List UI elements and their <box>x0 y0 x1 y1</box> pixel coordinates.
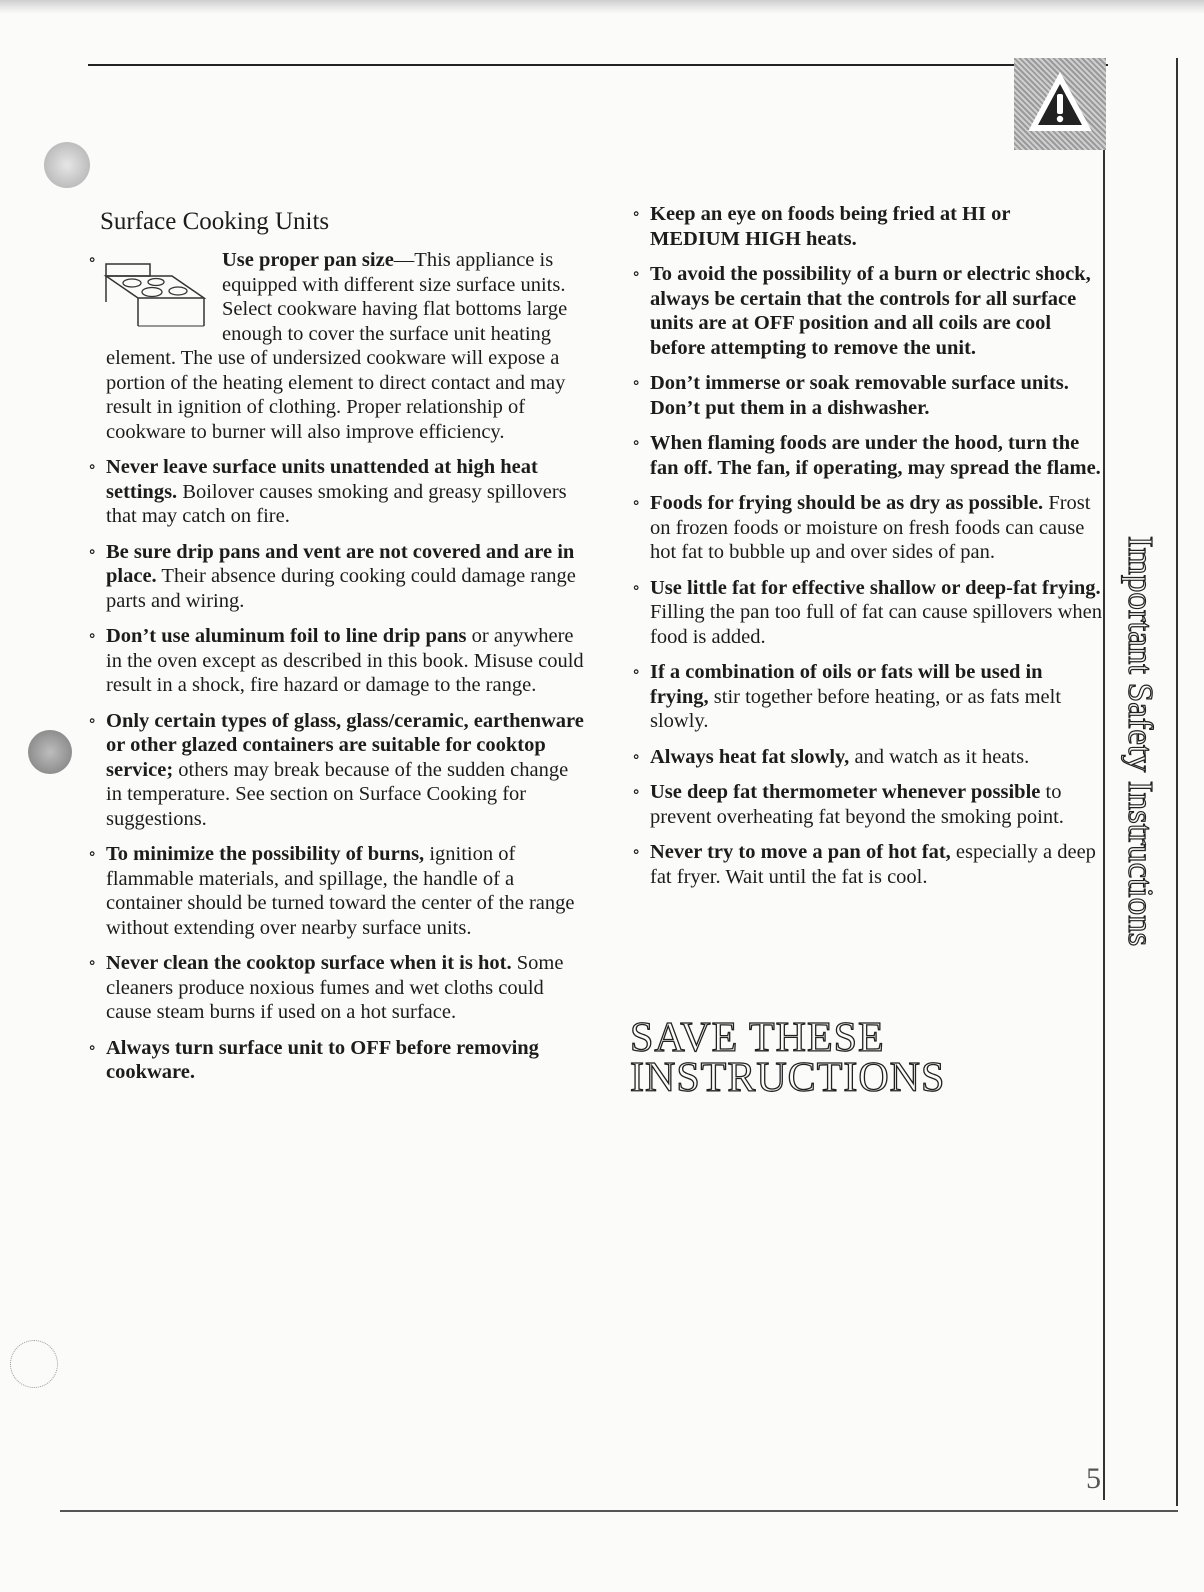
scan-top-strip <box>0 0 1204 14</box>
item-text: to prevent overheating fat beyond the smoking point. <box>650 781 1064 828</box>
list-item <box>84 455 584 529</box>
list-item <box>628 202 1104 251</box>
sidebar-tab <box>1110 536 1170 996</box>
item-lead: Don’t immerse or soak removable surface units. Don’t put them in a dishwasher. <box>650 372 1069 419</box>
range-illustration-icon <box>100 254 210 334</box>
item-text: and watch as it heats. <box>849 745 1030 768</box>
punch-hole <box>28 730 72 774</box>
list-item <box>628 745 1104 770</box>
item-lead: Only certain types of glass, glass/ceramic, earthenware or other glazed containers are suitable for cooktop service; <box>106 709 584 781</box>
bullet-icon: ∘ <box>88 626 97 645</box>
item-lead: Use little fat for effective shallow or deep-fat frying. <box>650 576 1101 599</box>
item-lead: Use deep fat thermometer whenever possible <box>650 781 1041 803</box>
header-rule <box>88 64 1108 66</box>
bullet-icon: ∘ <box>632 264 641 283</box>
bullet-icon: ∘ <box>632 373 641 392</box>
list-item <box>84 540 584 614</box>
list-item <box>628 660 1104 734</box>
list-item <box>628 780 1104 829</box>
item-text: Some cleaners produce noxious fumes and wet cloths could cause steam burns if used on a hot surface. <box>106 952 564 1023</box>
list-item <box>628 840 1104 889</box>
item-lead: Always turn surface unit to OFF before removing cookware. <box>106 1036 539 1083</box>
item-lead: Never leave surface units unattended at high heat settings. <box>106 456 538 503</box>
bullet-icon: ∘ <box>632 782 641 801</box>
item-text: especially a deep fat fryer. Wait until the fat is cool. <box>650 841 1096 888</box>
bullet-icon: ∘ <box>88 457 97 476</box>
list-item <box>84 951 584 1025</box>
bullet-icon: ∘ <box>88 541 97 561</box>
item-lead: Always heat fat slowly, <box>650 745 850 768</box>
item-lead: When flaming foods are under the hood, turn the fan off. The fan, if operating, may spread the flame. <box>650 432 1101 479</box>
item-text: Filling the pan too full of fat can cause spillovers when food is added. <box>650 601 1103 648</box>
list-item <box>84 842 584 940</box>
sidebar-title: Important Safety Instructions <box>1121 536 1160 947</box>
save-line-1: SAVE THESE <box>630 1015 885 1061</box>
item-lead: To avoid the possibility of a burn or electric shock, always be certain that the controls for all surface units are at OFF position and all coils are cool before attempting to remove the unit. <box>650 263 1091 359</box>
item-lead: Keep an eye on foods being fried at HI or MEDIUM HIGH heats. <box>650 203 1011 250</box>
item-text: Frost on frozen foods or moisture on fresh foods can cause hot fat to bubble up and over sides of pan. <box>650 492 1091 563</box>
punch-hole <box>44 142 90 188</box>
bullet-icon: ∘ <box>88 710 97 730</box>
list-item <box>84 1036 584 1085</box>
bullet-icon: ∘ <box>88 844 97 863</box>
bullet-icon: ∘ <box>632 204 641 223</box>
item-lead: Be sure drip pans and vent are not covered and are in place. <box>106 540 575 587</box>
item-lead: Never clean the cooktop surface when it is hot. <box>106 952 512 974</box>
page-right-rule <box>1176 58 1178 1506</box>
item-text: —This appliance is equipped with different size surface units. Select cookware having flat bottoms large enough to cover the surface unit heating element. The use of undersized cookware will expose a portion of the heating element to direct contact and may result in ignition of clothing. Proper relationship of cookware to burner will also improve efficiency. <box>106 249 568 443</box>
bullet-icon: ∘ <box>632 433 641 452</box>
item-lead: To minimize the possibility of burns, <box>106 843 425 865</box>
item-lead: If a combination of oils or fats will be used in frying, <box>650 661 1043 708</box>
left-column <box>84 248 584 1096</box>
bullet-icon: ∘ <box>632 662 641 681</box>
warning-triangle-icon <box>1028 72 1092 134</box>
page-number: 5 <box>1086 1462 1101 1495</box>
section-title: Surface Cooking Units <box>100 208 330 235</box>
item-lead: Don’t use aluminum foil to line drip pans <box>106 625 467 647</box>
list-item <box>84 248 584 444</box>
bullet-icon: ∘ <box>632 577 641 597</box>
list-item <box>628 576 1104 650</box>
save-instructions-heading <box>630 1015 946 1101</box>
item-lead: Use proper pan size <box>222 249 394 271</box>
save-line-2: INSTRUCTIONS <box>630 1055 946 1101</box>
punch-hole <box>10 1340 58 1388</box>
list-item <box>84 709 584 832</box>
bullet-icon: ∘ <box>88 1037 97 1057</box>
right-column <box>628 202 1104 900</box>
item-text: Boilover causes smoking and greasy spillovers that may catch on fire. <box>106 480 567 527</box>
item-text: or anywhere in the oven except as described in this book. Misuse could result in a shock, fire hazard or damage to the range. <box>106 625 584 696</box>
item-lead: Never try to move a pan of hot fat, <box>650 841 951 863</box>
list-item <box>628 262 1104 360</box>
bullet-icon: ∘ <box>632 493 641 512</box>
list-item <box>84 624 584 698</box>
bullet-icon: ∘ <box>632 746 641 766</box>
bullet-icon: ∘ <box>88 250 97 269</box>
item-text: stir together before heating, or as fats melt slowly. <box>650 685 1062 732</box>
warning-box <box>1014 58 1106 150</box>
bullet-icon: ∘ <box>88 953 97 972</box>
bullet-icon: ∘ <box>632 842 641 861</box>
list-item <box>628 371 1104 420</box>
item-lead: Foods for frying should be as dry as possible. <box>650 492 1044 514</box>
item-text: others may break because of the sudden change in temperature. See section on Surface Cooking for suggestions. <box>106 758 569 830</box>
list-item <box>628 491 1104 565</box>
item-text: ignition of flammable materials, and spillage, the handle of a container should be turned toward the center of the range without extending over nearby surface units. <box>106 843 575 939</box>
item-text: Their absence during cooking could damage range parts and wiring. <box>106 565 576 612</box>
list-item <box>628 431 1104 480</box>
footer-rule <box>60 1510 1178 1512</box>
